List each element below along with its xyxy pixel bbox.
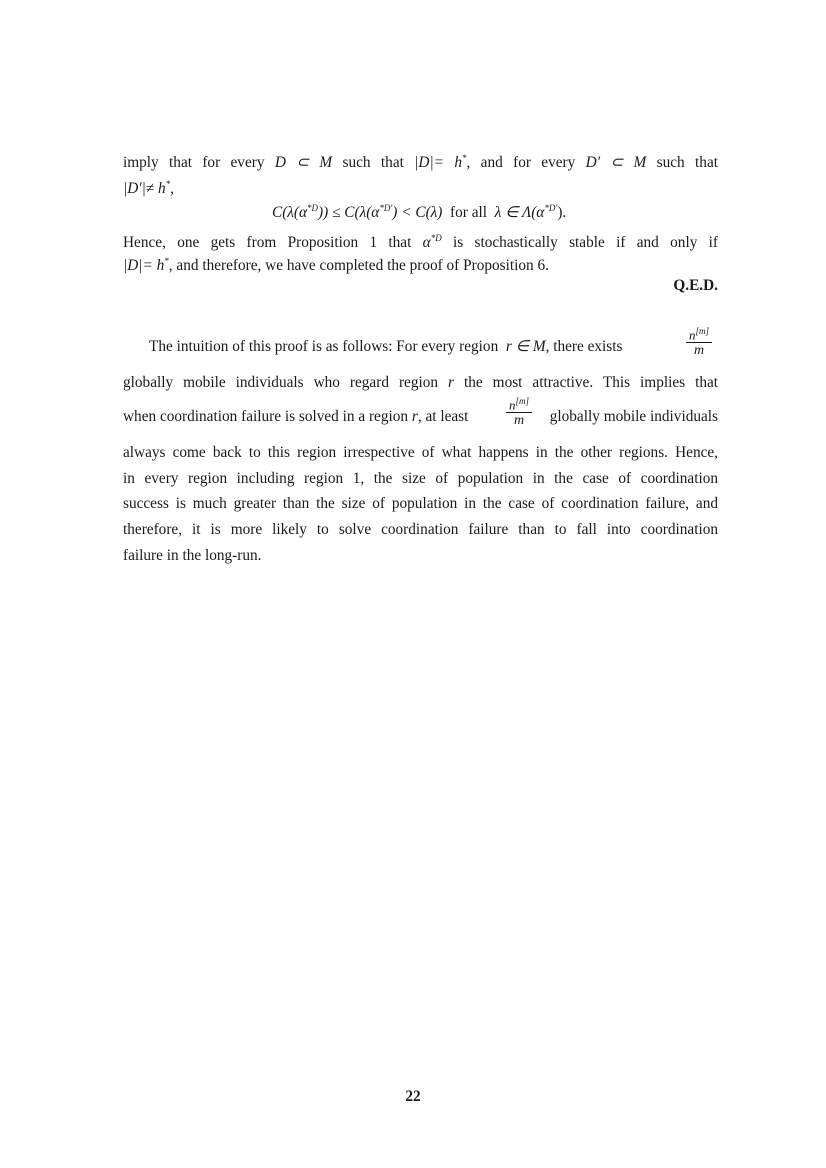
proof-line-2: |D′|≠ h*, [123,179,174,198]
intuition-line-3: when coordination failure is solved in a region r, at least [123,408,469,425]
intuition-line-7: therefore, it is more likely to solve coordination failure than to fall into coordination [123,521,718,538]
page-number: 22 [405,1088,421,1105]
cardinality-expr: |D|= h* [414,153,467,172]
intuition-line-8: failure in the long-run. [123,547,262,564]
intuition-line-2: globally mobile individuals who regard region r the most attractive. This implies that [123,374,719,391]
proof-line-1: imply that for every D ⊂ M such that |D|= h*, and for every D′ ⊂ M such that [123,153,718,172]
intuition-line-3-end: globally mobile individuals [549,408,718,425]
intuition-line-5: in every region including region 1, the size of population in the case of coordination [123,470,718,487]
equation: $C(\lambda(\alpha^{*D})) \le C(\lambda(\alpha^{*D'}) < C(\lambda)$ for all λ ∈ $\Lambda(\alpha^{*D'})$. [272,203,567,222]
intuition-line-6: success is much greater than the size of population in the case of coordination failure, and [123,495,718,512]
fraction-n-m: $\frac{n^{[m]}}{m}$ [686,324,712,359]
proof-line-4: Hence, one gets from Proposition 1 that $\alpha^{*D}$ is stochastically stable if and only if [123,233,718,252]
intuition-line-4: always come back to this region irrespective of what happens in the other regions. Hence, [123,444,718,461]
qed-mark: Q.E.D. [673,277,718,294]
fraction-n-m-2: $\frac{n^{[m]}}{m}$ [506,394,532,429]
intuition-line-1: The intuition of this proof is as follows: For every region r ∈ M, there exists [149,338,623,355]
proof-line-5: |D|= h*, and therefore, we have completed the proof of Proposition 6. [123,256,549,275]
